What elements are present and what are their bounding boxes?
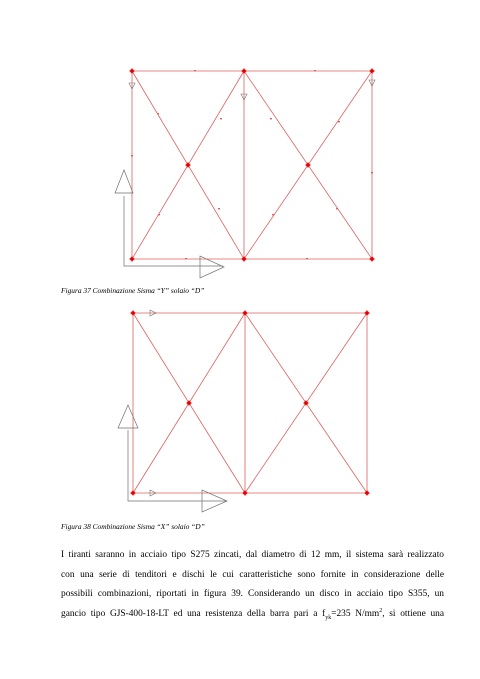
fig38-nodes — [130, 310, 370, 496]
paragraph-line: possibili combinazioni, riportati in figura 39. Considerando un disco in acciaio tipo S355, un — [61, 589, 444, 600]
fig38-axes — [118, 405, 227, 512]
figure-38-caption: Figura 38 Combinazione Sisma “X” solaio “D” — [61, 522, 205, 531]
superscript-2: 2 — [379, 607, 383, 614]
fig38-node — [130, 310, 136, 316]
fig38-support-markers — [150, 310, 156, 496]
figure-37-caption: Figura 37 Combinazione Sisma “Y” solaio “D” — [61, 286, 205, 295]
figure-38-frame — [133, 313, 367, 493]
paragraph-line: I tiranti saranno in acciaio tipo S275 zincati, dal diametro di 12 mm, il sistema sarà realizzato — [61, 550, 444, 560]
paragraph-line — [61, 605, 444, 625]
fig38-node — [130, 490, 136, 496]
fig38-node — [364, 310, 370, 316]
fig38-node — [242, 490, 248, 496]
fig38-axis-lines — [128, 430, 226, 501]
paragraph-text: =235 N/mm — [331, 608, 380, 619]
paragraph-line: con una serie di tenditori e dischi le cui caratteristiche sono fornite in considerazione delle — [61, 569, 444, 580]
paragraph-text: , si ottiene una — [382, 608, 445, 619]
body-paragraph — [61, 546, 444, 624]
fig38-node — [186, 400, 192, 406]
y-axis-arrow-icon — [118, 405, 138, 428]
fig38-node — [242, 310, 248, 316]
fig38-node — [303, 400, 309, 406]
subscript-yk: yk — [325, 614, 332, 621]
paragraph-text: gancio tipo GJS-400-18-LT ed una resistenza della barra pari a f — [61, 608, 326, 619]
fig38-node — [364, 490, 370, 496]
